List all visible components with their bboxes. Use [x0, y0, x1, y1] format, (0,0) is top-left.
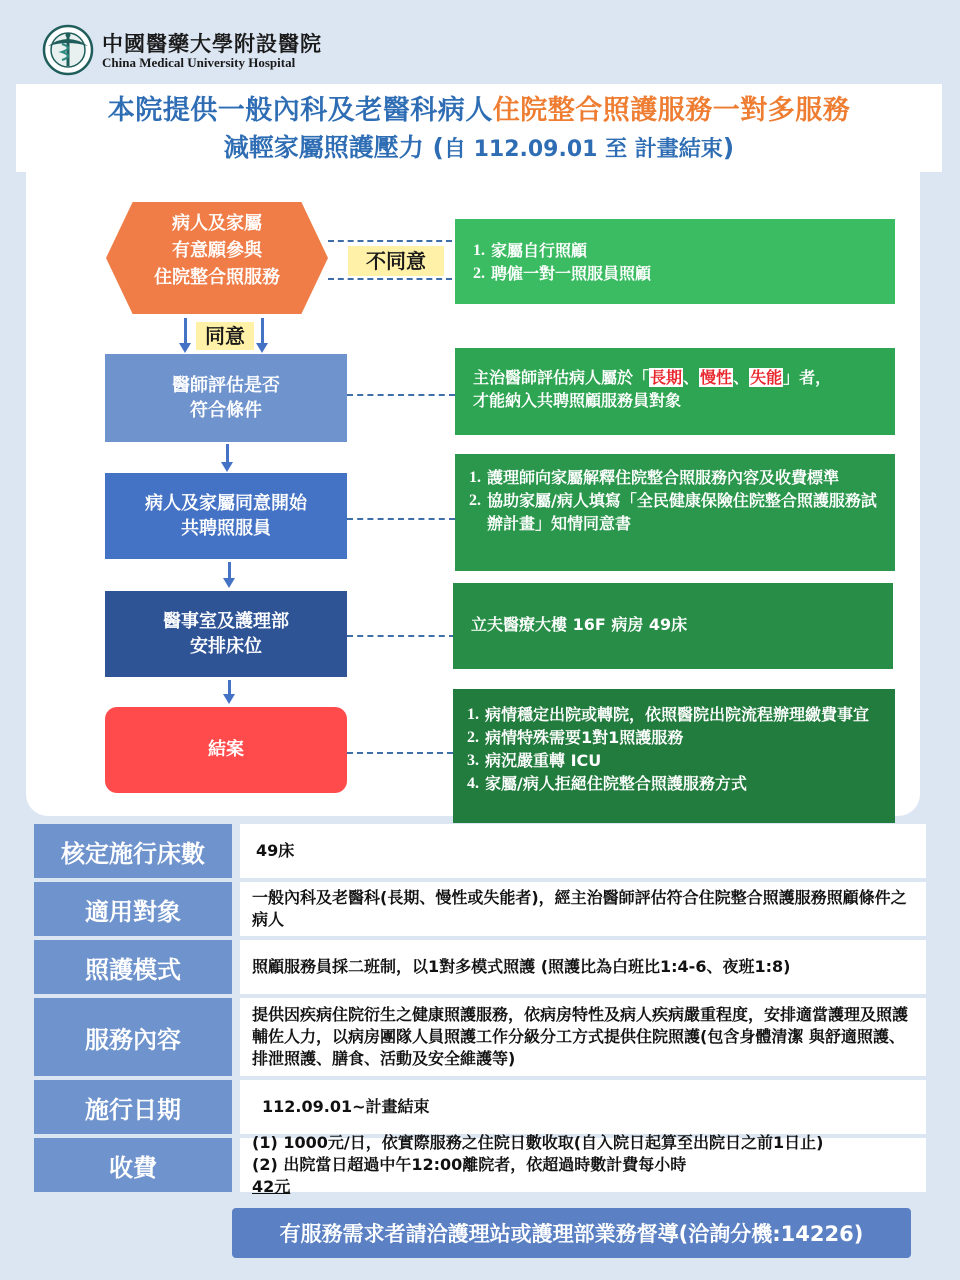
- end-note: [467, 726, 885, 749]
- step1-note-box: [455, 348, 895, 435]
- step1-note-chronic: 慢性: [700, 368, 733, 387]
- agree-arrow-left: [184, 318, 187, 344]
- info-row-beds: [34, 824, 926, 878]
- connector-step2: [347, 518, 455, 520]
- disagree-option-text: 聘僱一對一照服員照顧: [491, 264, 652, 283]
- step2-note: [469, 466, 885, 489]
- flow-step2-text-line: 共聘照服員: [181, 518, 271, 539]
- label-agree: 同意: [196, 322, 254, 350]
- arrow-to-step2: [226, 444, 229, 463]
- flow-end-case-closed: 結案: [105, 707, 347, 793]
- arrow-to-step3: [228, 562, 231, 579]
- step2-note-number: 2.: [469, 492, 481, 509]
- contact-footer: 有服務需求者請洽護理站或護理部業務督導(洽詢分機:14226): [232, 1208, 911, 1258]
- title-line2-part-a: 減輕家屬照護壓力 (: [223, 133, 444, 162]
- step1-note-line1: [473, 366, 883, 389]
- step1-note-line2: 才能納入共聘照顧服務員對象: [473, 391, 682, 410]
- connector-step3: [347, 635, 455, 637]
- info-row-care-mode: [34, 940, 926, 994]
- disagree-option-number: 2.: [473, 265, 485, 282]
- disagree-option: [473, 262, 881, 285]
- step2-notes-list: [469, 466, 885, 535]
- agree-arrow-right: [261, 318, 264, 344]
- connector-disagree-top: [328, 240, 452, 242]
- flow-start-text-line: 住院整合照服務: [154, 267, 280, 288]
- info-label: 核定施行床數: [34, 824, 232, 878]
- info-row-target: [34, 882, 926, 936]
- title-line1-part-a: 本院提供一般內科及老醫科病人: [107, 95, 493, 126]
- disagree-options-list: [473, 239, 881, 285]
- fee-line2-prefix: (2) 出院當日超過中午12:00離院者，依超過時數計費每小時: [252, 1155, 687, 1174]
- flow-step1-text-line: 符合條件: [190, 400, 262, 421]
- flow-step1-text: [172, 373, 280, 423]
- step1-note-sep1: 、: [683, 368, 700, 387]
- disagree-option: [473, 239, 881, 262]
- fee-line2: [252, 1154, 686, 1198]
- info-value-text: 照顧服務員採二班制，以1對多模式照護 (照護比為白班比1:4-6、夜班1:8): [252, 957, 791, 976]
- end-note: [467, 703, 885, 726]
- end-note: [467, 749, 885, 772]
- hospital-logo-icon: [42, 24, 94, 76]
- end-note-number: 4.: [467, 775, 479, 792]
- info-value: [240, 998, 926, 1076]
- step3-note-box: [453, 583, 893, 669]
- end-note-text: 病況嚴重轉 ICU: [485, 751, 602, 770]
- flow-step2-text: [145, 491, 307, 541]
- info-label: 施行日期: [34, 1080, 232, 1134]
- end-note-number: 2.: [467, 729, 479, 746]
- info-row-service-content: [34, 998, 926, 1076]
- disagree-option-text: 家屬自行照顧: [491, 241, 588, 260]
- step1-note-sep2: 、: [733, 368, 750, 387]
- hospital-name-zh: 中國醫藥大學附設醫院: [102, 31, 322, 56]
- step2-note-box: [455, 454, 895, 571]
- end-notes-list: [467, 703, 885, 795]
- flow-step3-text-line: 醫事室及護理部: [163, 610, 289, 632]
- info-label: 服務內容: [34, 998, 232, 1076]
- flow-step-family-consent: [105, 473, 347, 559]
- arrow-to-end: [228, 680, 231, 695]
- page-title-line2: [16, 128, 942, 164]
- info-row-start-date: [34, 1080, 926, 1134]
- flow-start-text-line: 病人及家屬: [172, 213, 262, 234]
- info-value-text: 一般內科及老醫科(長期、慢性或失能者)，經主治醫師評估符合住院整合照護服務照顧條件之病人: [252, 888, 907, 929]
- step1-note-suffix: 」者，: [783, 368, 832, 387]
- title-line2-part-c: ): [722, 133, 735, 162]
- fee-line2-amount: 42元: [252, 1177, 291, 1196]
- flow-step-physician-assessment: [105, 354, 347, 442]
- flow-step1-text-line: 醫師評估是否: [172, 374, 280, 396]
- flow-step2-text-line: 病人及家屬同意開始: [145, 492, 307, 514]
- info-value-text: 提供因疾病住院衍生之健康照護服務，依病房特性及病人疾病嚴重程度，安排適當護理及照護輔佐人力，以病房團隊人員照護工作分級分工方式提供住院照護(包含身體清潔 與舒適照護、排泄照護、膳食、活動及安全維護等): [252, 1005, 909, 1068]
- step2-note-text: 協助家屬/病人填寫「全民健康保險住院整合照護服務試辦計畫」知情同意書: [487, 491, 877, 533]
- flow-step3-text-line: 安排床位: [190, 636, 262, 657]
- step2-note-text: 護理師向家屬解釋住院整合照服務內容及收費標準: [487, 468, 840, 487]
- info-value: [240, 882, 926, 936]
- disagree-options-box: [455, 219, 895, 304]
- flow-start-text-line: 有意願參與: [172, 240, 262, 261]
- end-note-text: 病情特殊需要1對1照護服務: [485, 728, 684, 747]
- page-title-line1: [16, 88, 942, 127]
- info-label: 照護模式: [34, 940, 232, 994]
- info-value: [240, 940, 926, 994]
- end-note-text: 病情穩定出院或轉院，依照醫院出院流程辦理繳費事宜: [485, 705, 870, 724]
- end-notes-box: [453, 689, 895, 823]
- flow-start-text: [106, 210, 328, 291]
- flow-start-label: [106, 210, 328, 291]
- end-note: [467, 772, 885, 795]
- step1-note-prefix: 主治醫師評估病人屬於「: [473, 368, 650, 387]
- info-row-fee: [34, 1133, 926, 1196]
- connector-step1: [347, 394, 455, 396]
- info-value-text: 112.09.01~計畫結束: [262, 1097, 430, 1116]
- info-value-text: 49床: [256, 841, 295, 860]
- info-label: 收費: [34, 1138, 232, 1192]
- step1-note-disabled: 失能: [750, 368, 783, 387]
- step1-note-long-term: 長期: [650, 368, 683, 387]
- title-line1-part-b: 住院整合照護服務一對多服務: [492, 95, 851, 126]
- info-label: 適用對象: [34, 882, 232, 936]
- title-box: [16, 84, 942, 172]
- disagree-option-number: 1.: [473, 242, 485, 259]
- fee-line1: (1) 1000元/日，依實際服務之住院日數收取(自入院日起算至出院日之前1日止): [252, 1133, 824, 1152]
- title-line2-part-b: 自 112.09.01 至 計畫結束: [443, 137, 723, 162]
- info-value: [240, 1080, 926, 1134]
- label-disagree: 不同意: [348, 246, 444, 276]
- connector-disagree-bottom: [328, 278, 452, 280]
- info-value: [240, 824, 926, 878]
- connector-end: [347, 752, 453, 754]
- info-value: [240, 1133, 926, 1196]
- end-note-number: 3.: [467, 752, 479, 769]
- hospital-name-en: China Medical University Hospital: [102, 55, 296, 70]
- step3-note-text: 立夫醫療大樓 16F 病房 49床: [471, 615, 688, 634]
- end-note-text: 家屬/病人拒絕住院整合照護服務方式: [485, 774, 747, 793]
- end-note-number: 1.: [467, 706, 479, 723]
- flow-step-bed-arrangement: [105, 591, 347, 677]
- step2-note-number: 1.: [469, 469, 481, 486]
- header: [0, 0, 960, 84]
- flow-step3-text: [163, 609, 289, 659]
- step2-note: [469, 489, 885, 535]
